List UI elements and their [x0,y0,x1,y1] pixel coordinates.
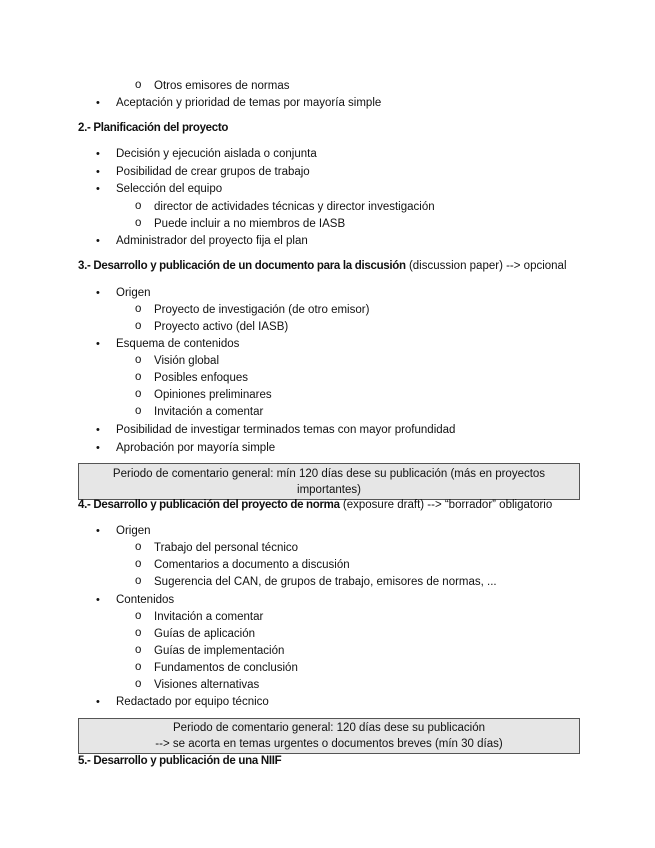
sub-item-enfoques: o Posibles enfoques [154,371,248,385]
heading-documento-discusion [78,259,567,273]
sub-item-guias-implementacion: o Guías de implementación [154,644,284,658]
bullet-decision: • Decisión y ejecución aislada o conjunta [116,147,317,161]
heading-proyecto-norma-note: (exposure draft) --> “borrador” obligatorio [339,499,553,511]
sub-item-director: o director de actividades técnicas y director investigación [154,200,435,214]
heading-proyecto-norma [78,498,552,512]
sub-item-investigacion: o Proyecto de investigación (de otro emisor) [154,303,369,317]
comment-period-box-2-line-1: Periodo de comentario general: 120 días dese su publicación [173,722,485,734]
bullet-contenidos: • Contenidos [116,593,174,607]
sub-item-otros-emisores: o Otros emisores de normas [154,79,290,93]
bullet-aprobacion: • Aprobación por mayoría simple [116,441,275,455]
bullet-investigar: • Posibilidad de investigar terminados temas con mayor profundidad [116,423,455,437]
heading-documento-discusion-note: (discussion paper) --> opcional [405,260,567,272]
bullet-seleccion-equipo: • Selección del equipo [116,182,222,196]
sub-item-guias-aplicacion: o Guías de aplicación [154,627,255,641]
comment-period-box-2-line-2: --> se acorta en temas urgentes o documentos breves (mín 30 días) [155,738,503,750]
sub-item-no-miembros: o Puede incluir a no miembros de IASB [154,217,345,231]
sub-item-comentarios: o Comentarios a documento a discusión [154,558,350,572]
sub-item-proyecto-activo: o Proyecto activo (del IASB) [154,320,288,334]
bullet-redactado: • Redactado por equipo técnico [116,695,269,709]
sub-item-opiniones: o Opiniones preliminares [154,388,272,402]
bullet-origen-norma: • Origen [116,524,151,538]
sub-item-vision-global: o Visión global [154,354,219,368]
bullet-esquema: • Esquema de contenidos [116,337,239,351]
comment-period-box-2 [78,718,580,754]
bullet-administrador: • Administrador del proyecto fija el plan [116,234,308,248]
bullet-origen: • Origen [116,286,151,300]
sub-item-fundamentos: o Fundamentos de conclusión [154,661,298,675]
sub-item-visiones: o Visiones alternativas [154,678,259,692]
bullet-aceptacion: • Aceptación y prioridad de temas por mayoría simple [116,96,381,110]
heading-documento-discusion-bold: 3.- Desarrollo y publicación de un documento para la discusión [78,260,406,272]
sub-item-sugerencia: o Sugerencia del CAN, de grupos de trabajo, emisores de normas, ... [154,575,497,589]
comment-period-box-1-line-1: Periodo de comentario general: mín 120 días dese su publicación (más en proyectos [112,468,546,480]
heading-niif: 5.- Desarrollo y publicación de una NIIF [78,755,282,767]
sub-item-invitacion-comentar: o Invitación a comentar [154,610,263,624]
heading-proyecto-norma-bold: 4.- Desarrollo y publicación del proyecto de norma [78,499,340,511]
comment-period-box-1 [78,463,580,500]
sub-item-trabajo-personal: o Trabajo del personal técnico [154,541,298,555]
sub-item-invitacion: o Invitación a comentar [154,405,263,419]
bullet-grupos-trabajo: • Posibilidad de crear grupos de trabajo [116,165,310,179]
comment-period-box-1-line-2: importantes) [297,484,361,496]
heading-planificacion: 2.- Planificación del proyecto [78,122,229,134]
